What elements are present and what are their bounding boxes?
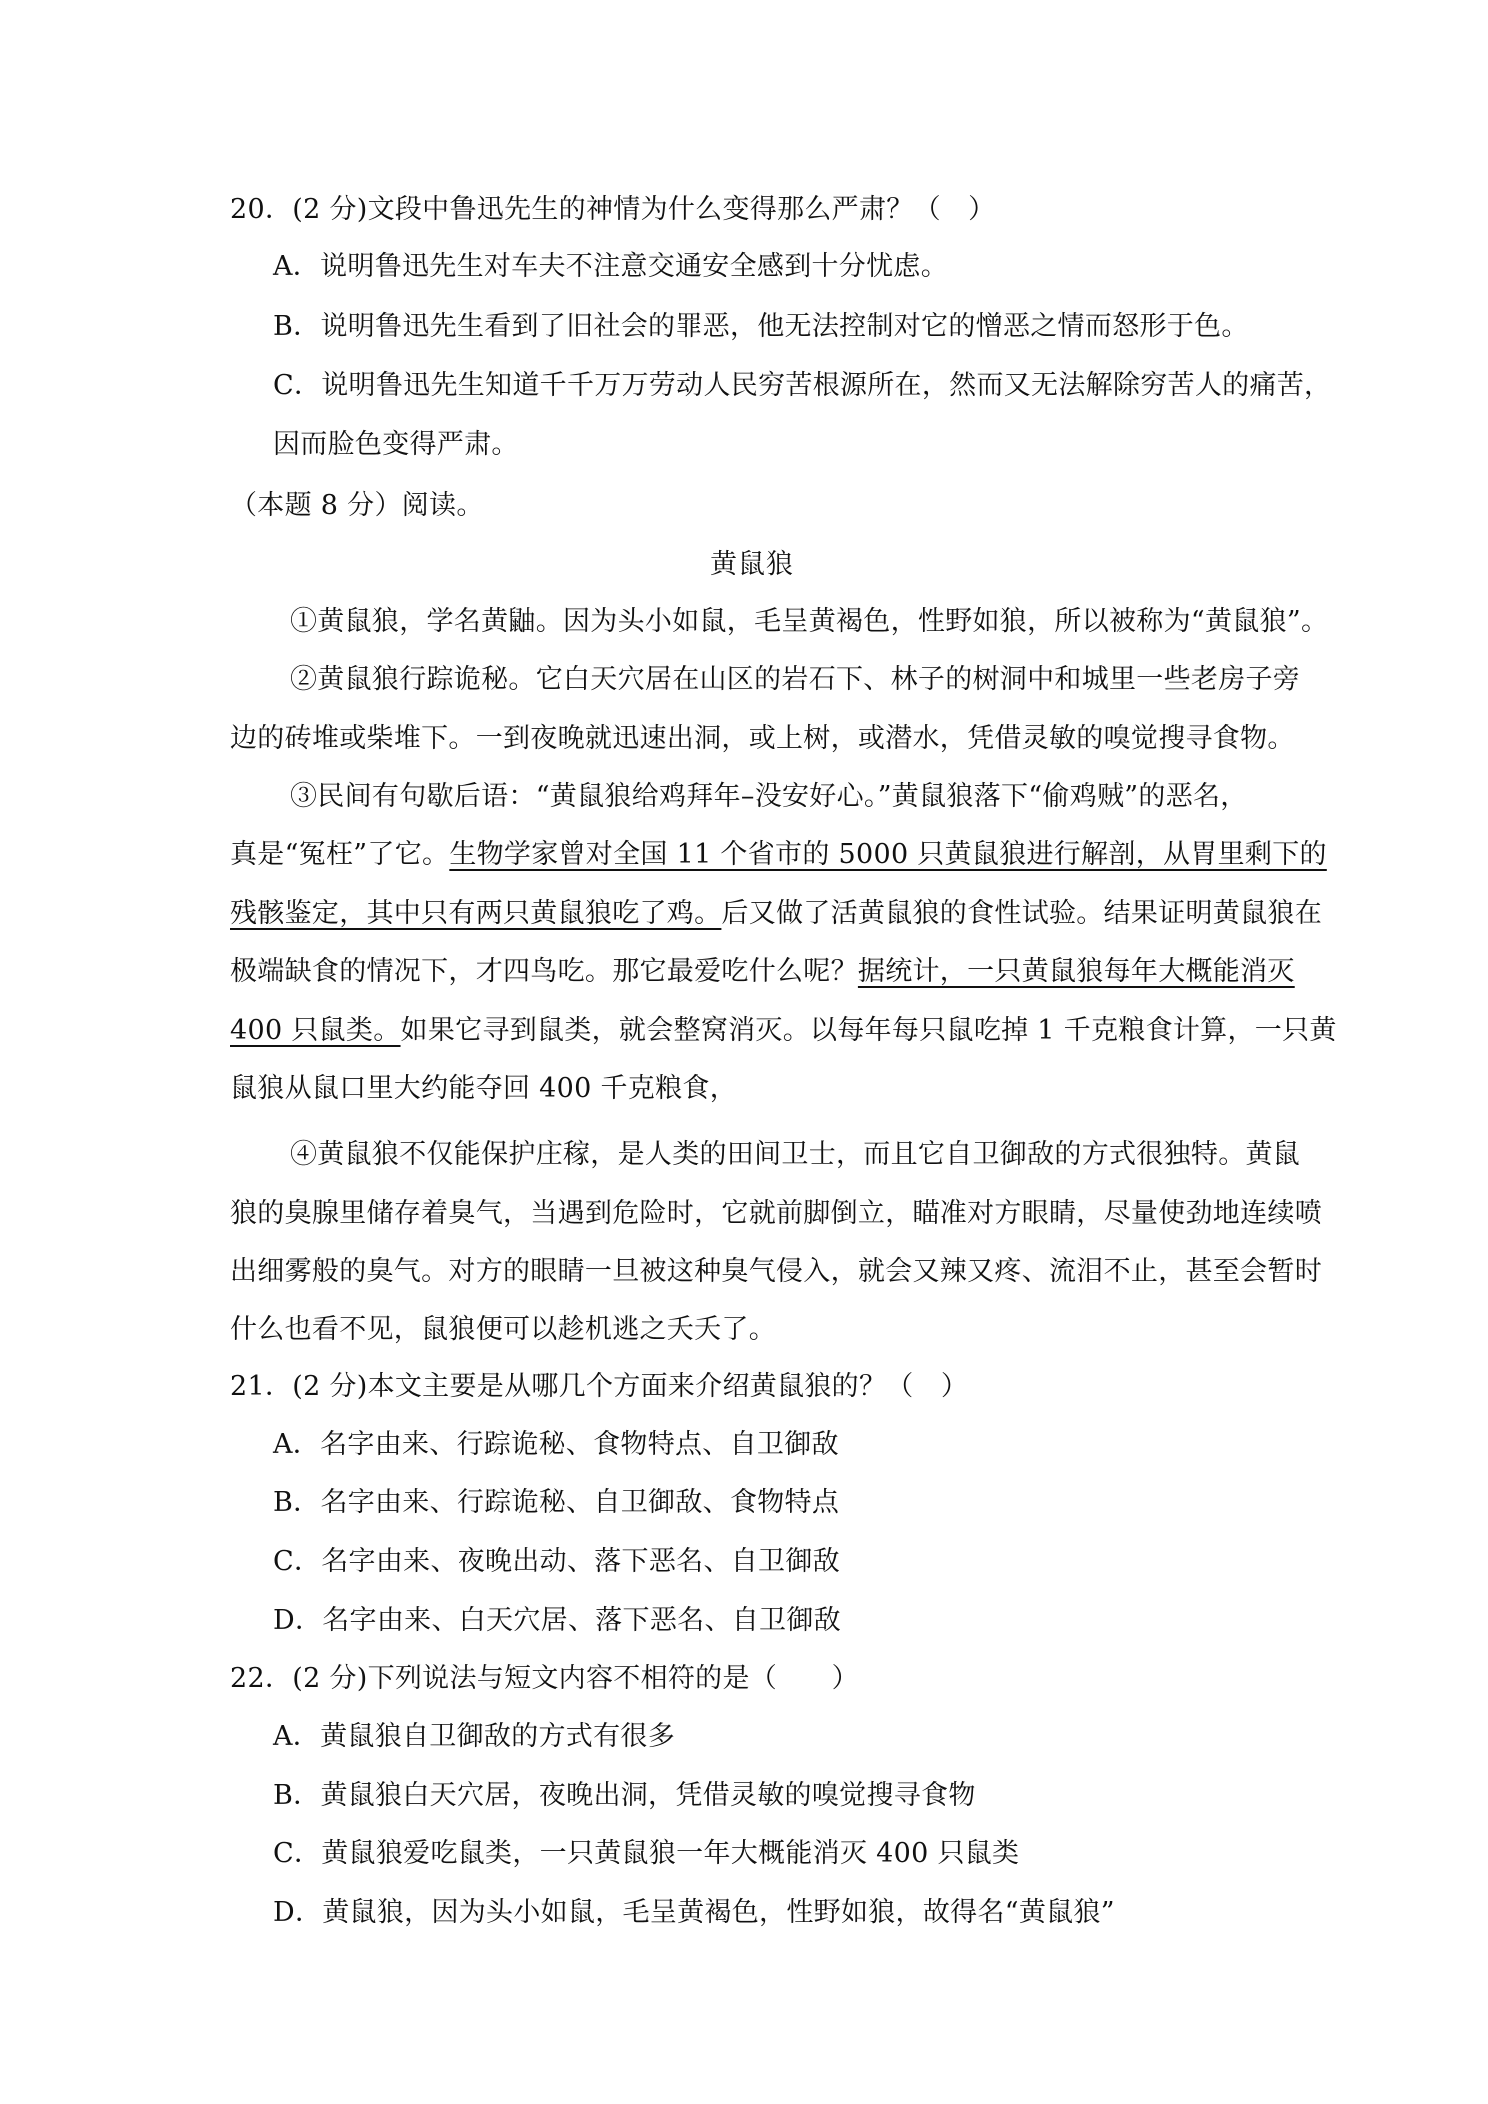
underlined-sentence: 据统计，一只黄鼠狼每年大概能消灭 <box>857 956 1295 987</box>
paragraph-3-text: 极端缺食的情况下，才四鸟吃。那它最爱吃什么呢？ <box>230 956 858 987</box>
passage-paragraph-3-line5 <box>230 1014 1337 1048</box>
passage-paragraph-3-line4 <box>230 955 1295 989</box>
q21-option-a: A．名字由来、行踪诡秘、食物特点、自卫御敌 <box>273 1429 839 1460</box>
passage-paragraph-3-line2 <box>230 838 1327 872</box>
paragraph-3-text: 后又做了活黄鼠狼的食性试验。结果证明黄鼠狼在 <box>721 898 1323 929</box>
q21-stem: 21．(2 分)本文主要是从哪几个方面来介绍黄鼠狼的？（ ） <box>230 1371 969 1402</box>
passage-title: 黄鼠狼 <box>710 549 794 580</box>
reading-intro: （本题 8 分）阅读。 <box>230 490 484 521</box>
q20-option-c-line1: C．说明鲁迅先生知道千千万万劳动人民穷苦根源所在，然而又无法解除穷苦人的痛苦， <box>273 370 1332 401</box>
paragraph-3-text: 如果它寻到鼠类，就会整窝消灭。以每年每只鼠吃掉 1 千克粮食计算，一只黄 <box>400 1015 1337 1046</box>
underlined-sentence: 400 只鼠类。 <box>230 1015 401 1046</box>
q21-option-b: B．名字由来、行踪诡秘、自卫御敌、食物特点 <box>273 1487 840 1518</box>
q21-option-c: C．名字由来、夜晚出动、落下恶名、自卫御敌 <box>273 1546 840 1577</box>
q20-option-c-line2: 因而脸色变得严肃。 <box>273 429 519 460</box>
q22-option-a: A．黄鼠狼自卫御敌的方式有很多 <box>273 1721 675 1752</box>
q21-option-d: D．名字由来、白天穴居、落下恶名、自卫御敌 <box>273 1605 841 1636</box>
passage-paragraph-1: ①黄鼠狼，学名黄鼬。因为头小如鼠，毛呈黄褐色，性野如狼，所以被称为“黄鼠狼”。 <box>290 606 1329 637</box>
q22-option-d: D．黄鼠狼，因为头小如鼠，毛呈黄褐色，性野如狼，故得名“黄鼠狼” <box>273 1897 1115 1928</box>
passage-paragraph-2-line2: 边的砖堆或柴堆下。一到夜晚就迅速出洞，或上树，或潜水，凭借灵敏的嗅觉搜寻食物。 <box>230 723 1295 754</box>
q20-option-a: A．说明鲁迅先生对车夫不注意交通安全感到十分忧虑。 <box>273 251 948 282</box>
paragraph-3-text: 真是“冤枉”了它。 <box>230 839 450 870</box>
passage-paragraph-2-line1: ②黄鼠狼行踪诡秘。它白天穴居在山区的岩石下、林子的树洞中和城里一些老房子旁 <box>290 664 1301 695</box>
passage-paragraph-3-line1: ③民间有句歇后语：“黄鼠狼给鸡拜年–没安好心。”黄鼠狼落下“偷鸡贼”的恶名， <box>290 781 1248 812</box>
passage-paragraph-4-line3: 出细雾般的臭气。对方的眼睛一旦被这种臭气侵入，就会又辣又疼、流泪不止，甚至会暂时 <box>230 1256 1322 1287</box>
q22-option-c: C．黄鼠狼爱吃鼠类，一只黄鼠狼一年大概能消灭 400 只鼠类 <box>273 1838 1020 1869</box>
passage-paragraph-3-line6: 鼠狼从鼠口里大约能夺回 400 千克粮食， <box>230 1073 737 1104</box>
q20-option-b: B．说明鲁迅先生看到了旧社会的罪恶，他无法控制对它的憎恶之情而怒形于色。 <box>273 311 1249 342</box>
passage-paragraph-4-line2: 狼的臭腺里储存着臭气，当遇到危险时，它就前脚倒立，瞄准对方眼睛，尽量使劲地连续喷 <box>230 1198 1322 1229</box>
q22-stem: 22．(2 分)下列说法与短文内容不相符的是（ ） <box>230 1663 859 1694</box>
passage-paragraph-3-line3 <box>230 897 1322 931</box>
q20-stem: 20．(2 分)文段中鲁迅先生的神情为什么变得那么严肃？（ ） <box>230 194 996 225</box>
q22-option-b: B．黄鼠狼白天穴居，夜晚出洞，凭借灵敏的嗅觉搜寻食物 <box>273 1780 976 1811</box>
underlined-sentence: 残骸鉴定，其中只有两只黄鼠狼吃了鸡。 <box>230 898 722 929</box>
passage-paragraph-4-line1: ④黄鼠狼不仅能保护庄稼，是人类的田间卫士，而且它自卫御敌的方式很独特。黄鼠 <box>290 1139 1301 1170</box>
passage-paragraph-4-line4: 什么也看不见，鼠狼便可以趁机逃之夭夭了。 <box>230 1314 776 1345</box>
underlined-sentence: 生物学家曾对全国 11 个省市的 5000 只黄鼠狼进行解剖，从胃里剩下的 <box>449 839 1327 870</box>
